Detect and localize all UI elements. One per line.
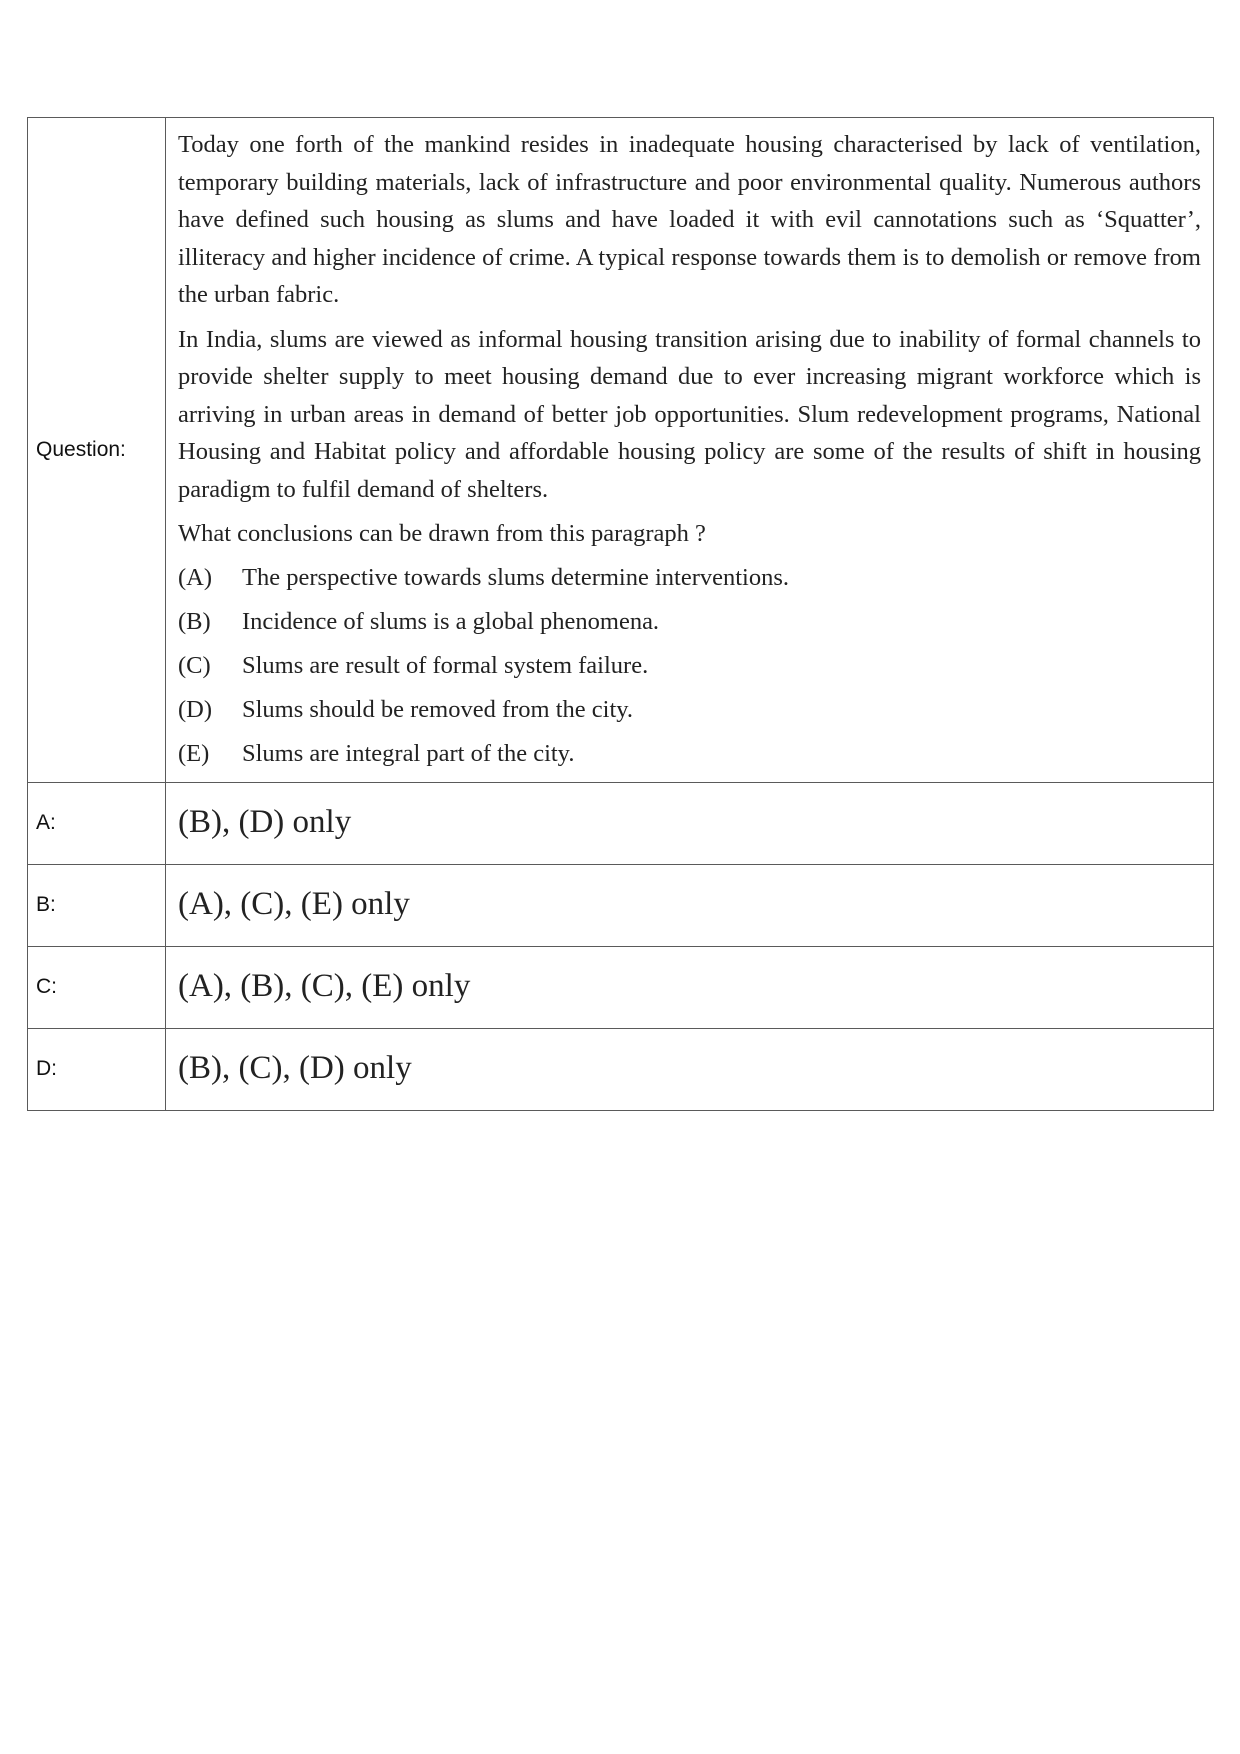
answer-option-b[interactable] bbox=[28, 864, 1214, 946]
statement-item bbox=[178, 735, 1201, 772]
statement-letter: (D) bbox=[178, 695, 213, 723]
answer-text: (A), (C), (E) only bbox=[178, 886, 410, 922]
statement-letter: (B) bbox=[178, 607, 211, 635]
answer-label: A: bbox=[28, 782, 166, 864]
answer-cell[interactable] bbox=[166, 782, 1214, 864]
answer-text: (B), (C), (D) only bbox=[178, 1050, 412, 1086]
question-label: Question: bbox=[28, 118, 166, 783]
statement-item bbox=[178, 691, 1201, 728]
answer-label: B: bbox=[28, 864, 166, 946]
question-paragraph-1: Today one forth of the mankind resides in inadequate housing characterised by lack of ventilation, temporary building materials, lack of infrastructure and poor environmental quality. Numerous authors have defined such housing as slums and have loaded it with evil cannotations such as ‘Squatter’, illiteracy and higher incidence of crime. A typical response towards them is to demolish or remove from the urban fabric. bbox=[178, 131, 1201, 308]
answer-cell[interactable] bbox=[166, 1028, 1214, 1110]
statement-text: Incidence of slums is a global phenomena. bbox=[242, 607, 660, 635]
statement-letter: (C) bbox=[178, 651, 211, 679]
answer-text: (B), (D) only bbox=[178, 804, 352, 840]
answer-option-a[interactable] bbox=[28, 782, 1214, 864]
statement-letter: (A) bbox=[178, 563, 213, 591]
answer-option-d[interactable] bbox=[28, 1028, 1214, 1110]
statement-text: Slums are integral part of the city. bbox=[242, 739, 575, 767]
statement-item bbox=[178, 647, 1201, 684]
answer-text: (A), (B), (C), (E) only bbox=[178, 968, 471, 1004]
answer-cell[interactable] bbox=[166, 946, 1214, 1028]
statement-item bbox=[178, 559, 1201, 596]
answer-option-c[interactable] bbox=[28, 946, 1214, 1028]
question-table bbox=[27, 117, 1214, 1111]
statement-text: Slums are result of formal system failure. bbox=[242, 651, 649, 679]
statement-text: The perspective towards slums determine interventions. bbox=[242, 563, 790, 591]
statement-text: Slums should be removed from the city. bbox=[242, 695, 634, 723]
question-paragraph-2: In India, slums are viewed as informal housing transition arising due to inability of formal channels to provide shelter supply to meet housing demand due to ever increasing migrant workforce which is arriving in urban areas in demand of better job opportunities. Slum redevelopment programs, National Housing and Habitat policy and affordable housing policy are some of the results of shift in housing paradigm to fulfil demand of shelters. bbox=[178, 325, 1201, 503]
answer-cell[interactable] bbox=[166, 864, 1214, 946]
statement-list bbox=[178, 559, 1201, 772]
question-prompt: What conclusions can be drawn from this paragraph ? bbox=[178, 520, 706, 547]
answer-label: D: bbox=[28, 1028, 166, 1110]
statement-item bbox=[178, 603, 1201, 640]
question-row bbox=[28, 118, 1214, 783]
statement-letter: (E) bbox=[178, 739, 210, 767]
question-content bbox=[166, 118, 1214, 783]
answer-label: C: bbox=[28, 946, 166, 1028]
